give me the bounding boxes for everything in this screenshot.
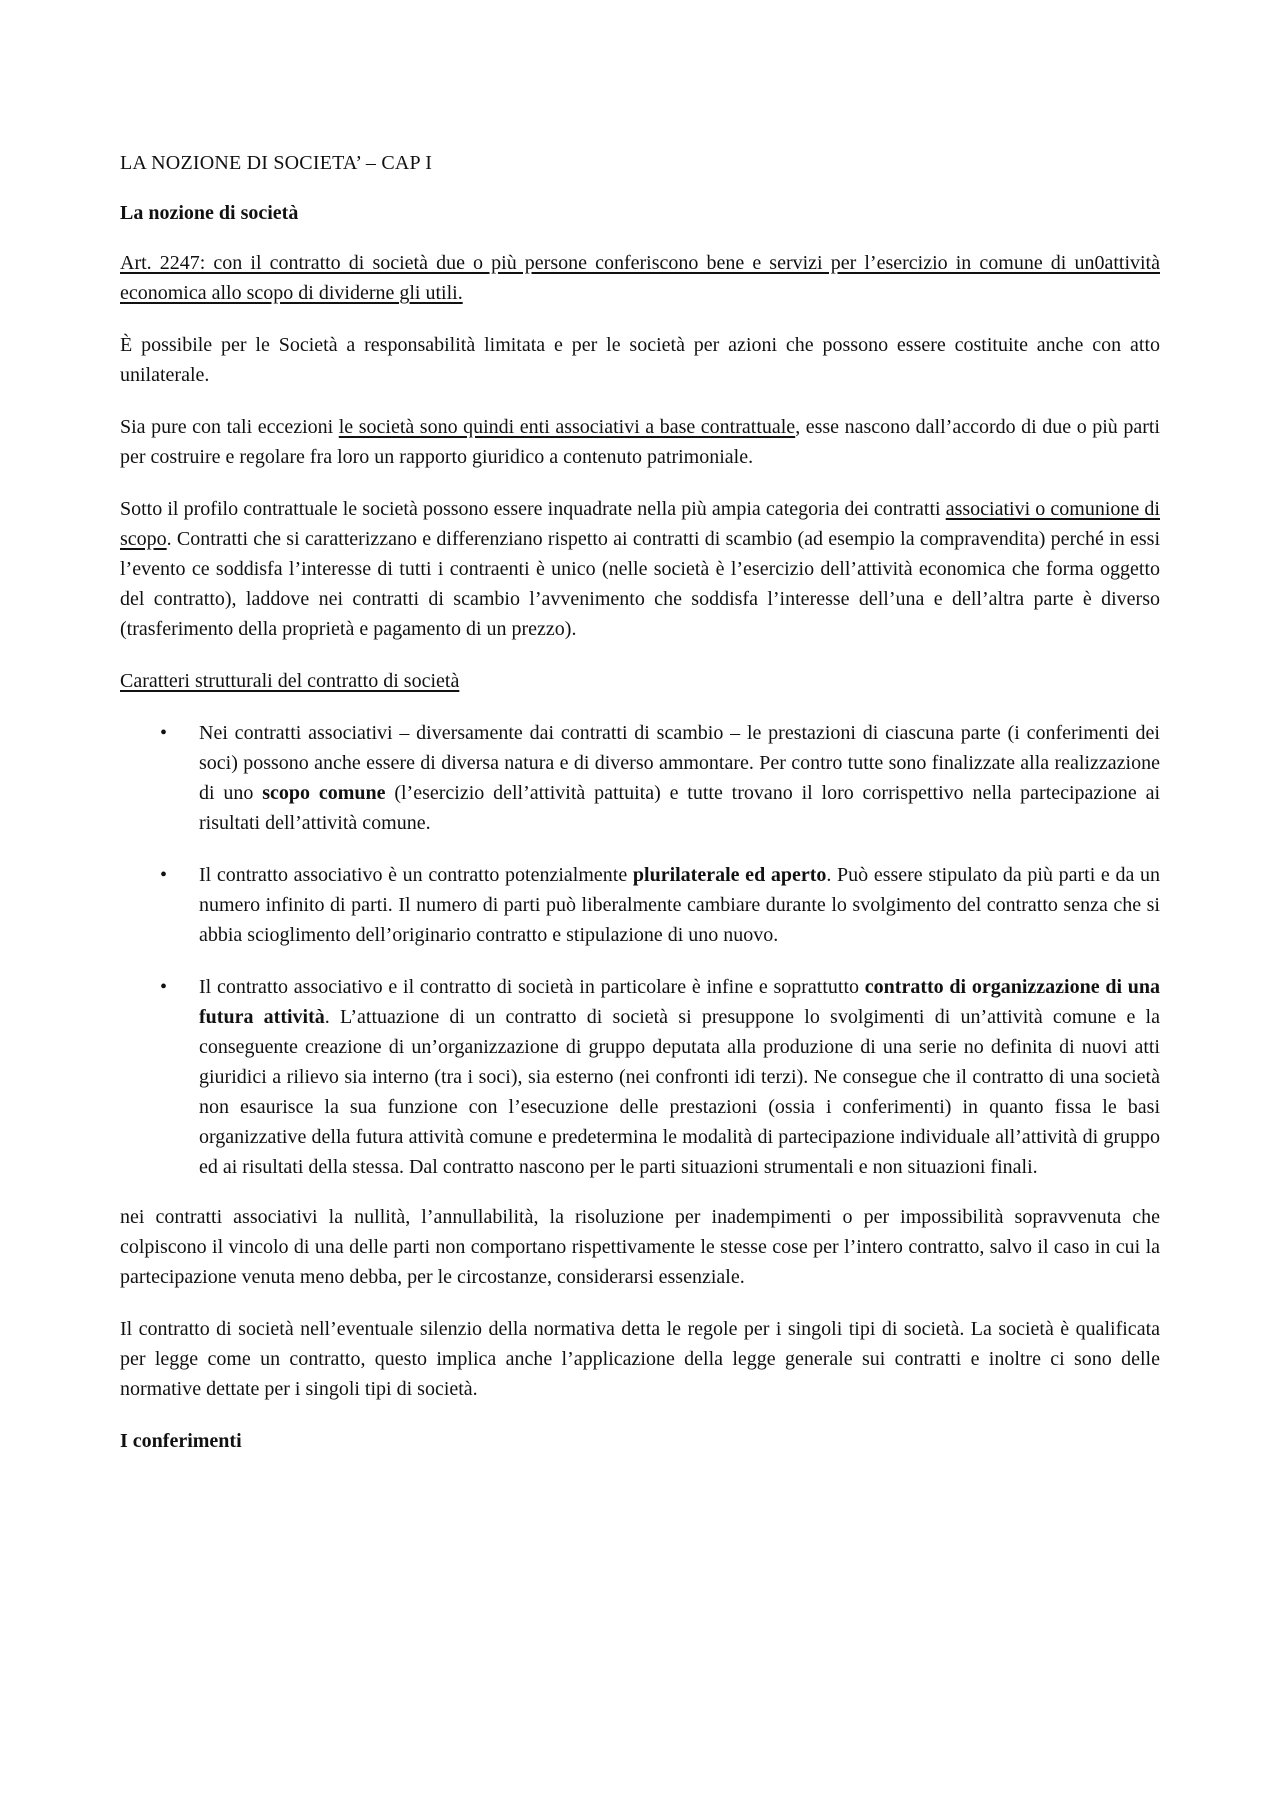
list-item-text-a: Nei contratti associativi – diversamente dai contratti di scambio – le prestazioni di ciascuna parte (i conferimenti dei soci) possono anche essere di diversa natura e di diverso ammontare. Per contro tutte sono finalizzate alla realizzazione di uno bbox=[199, 722, 1160, 804]
paragraph-profilo-text-a: Sotto il profilo contrattuale le società possono essere inquadrate nella più ampia categoria dei contratti bbox=[120, 498, 946, 520]
list-item-bold: contratto di organizzazione di una futura attività bbox=[199, 976, 1160, 1028]
document-body bbox=[120, 148, 1160, 1476]
list-item bbox=[120, 718, 1160, 838]
section-heading-conferimenti: I conferimenti bbox=[120, 1430, 242, 1452]
list-item bbox=[120, 860, 1160, 950]
subheading-caratteri bbox=[120, 666, 1160, 696]
paragraph-silenzio-normativa: Il contratto di società nell’eventuale silenzio della normativa detta le regole per i singoli tipi di società. La società è qualificata per legge come un contratto, questo implica anche l’applicazione della legge generale sui contratti e inoltre ci sono delle normative dettate per i singoli tipi di società. bbox=[120, 1318, 1160, 1400]
list-item-text-a: Il contratto associativo è un contratto potenzialmente bbox=[199, 864, 633, 886]
paragraph-eccezioni: È possibile per le Società a responsabilità limitata e per le società per azioni che possono essere costituite anche con atto unilaterale. bbox=[120, 334, 1160, 386]
list-item-bold: scopo comune bbox=[262, 782, 386, 804]
bullet-marker: • bbox=[160, 864, 168, 886]
paragraph-profilo-text-b: . Contratti che si caratterizzano e differenziano rispetto ai contratti di scambio (ad esempio la compravendita) perché in essi l’evento ce soddisfa l’interesse di tutti i contraenti è unico (nelle società è l’esercizio dell’attività economica che forma oggetto del contratto), laddove nei contratti di scambio l’avvenimento che soddisfa l’interesse dell’una e dell’altra parte è diverso (trasferimento della proprietà e pagamento di un prezzo). bbox=[120, 528, 1160, 640]
article-2247-paragraph bbox=[120, 248, 1160, 308]
list-item-text-b: . L’attuazione di un contratto di società si presuppone lo svolgimenti di un’attività comune e la conseguente creazione di un’organizzazione di gruppo deputata alla produzione di una serie no definita di nuovi atti giuridici a rilievo sia interno (tra i soci), sia esterno (nei confronti idi terzi). Ne consegue che il contratto di una società non esaurisce la sua funzione con l’esecuzione delle prestazioni (ossia i conferimenti) in quanto fissa le basi organizzative della futura attività comune e predetermina le modalità di partecipazione individuale all’attività di gruppo ed ai risultati della stessa. Dal contratto nascono per le parti situazioni strumentali e non situazioni finali. bbox=[199, 1006, 1160, 1178]
list-item-text bbox=[199, 972, 1160, 1182]
bullet-marker: • bbox=[160, 722, 168, 744]
subheading-caratteri-text: Caratteri strutturali del contratto di società bbox=[120, 670, 460, 692]
list-item bbox=[120, 972, 1160, 1182]
caratteri-bullet-list bbox=[120, 718, 1160, 1182]
list-item-bold: plurilaterale ed aperto bbox=[632, 864, 827, 886]
document-title: LA NOZIONE DI SOCIETA’ – CAP I bbox=[120, 152, 433, 174]
paragraph-enti-text-b: , esse nascono dall’accordo di due o più parti per costruire e regolare fra loro un rapporto giuridico a contenuto patrimoniale. bbox=[120, 416, 1160, 468]
bullet-marker: • bbox=[160, 976, 168, 998]
list-item-text bbox=[199, 718, 1160, 838]
section-heading-nozione: La nozione di società bbox=[120, 202, 299, 224]
paragraph-enti-text-a: Sia pure con tali eccezioni bbox=[120, 416, 339, 438]
list-item-text-a: Il contratto associativo e il contratto di società in particolare è infine e soprattutto bbox=[199, 976, 865, 998]
paragraph-profilo-underlined: associativi o comunione di scopo bbox=[120, 498, 1160, 550]
list-item-text-b: (l’esercizio dell’attività pattuita) e tutte trovano il loro corrispettivo nella partecipazione ai risultati dell’attività comune. bbox=[199, 782, 1161, 834]
paragraph-nullita: nei contratti associativi la nullità, l’annullabilità, la risoluzione per inadempimenti o per impossibilità sopravvenuta che colpiscono il vincolo di una delle parti non comportano rispettivamente le stesse cose per l’intero contratto, salvo il caso in cui la partecipazione venuta meno debba, per le circostanze, considerarsi essenziale. bbox=[120, 1206, 1160, 1288]
paragraph-enti-associativi bbox=[120, 412, 1160, 472]
paragraph-profilo-contrattuale bbox=[120, 494, 1160, 644]
list-item-text-b: . Può essere stipulato da più parti e da un numero infinito di parti. Il numero di parti può liberalmente cambiare durante lo svolgimento del contratto senza che si abbia scioglimento dell’originario contratto e stipulazione di uno nuovo. bbox=[199, 864, 1160, 946]
article-2247-text: Art. 2247: con il contratto di società due o più persone conferiscono bene e servizi per l’esercizio in comune di un0attività economica allo scopo di dividerne gli utili. bbox=[120, 252, 1160, 304]
paragraph-enti-underlined: le società sono quindi enti associativi a base contrattuale bbox=[338, 416, 796, 438]
list-item-text bbox=[199, 860, 1160, 950]
